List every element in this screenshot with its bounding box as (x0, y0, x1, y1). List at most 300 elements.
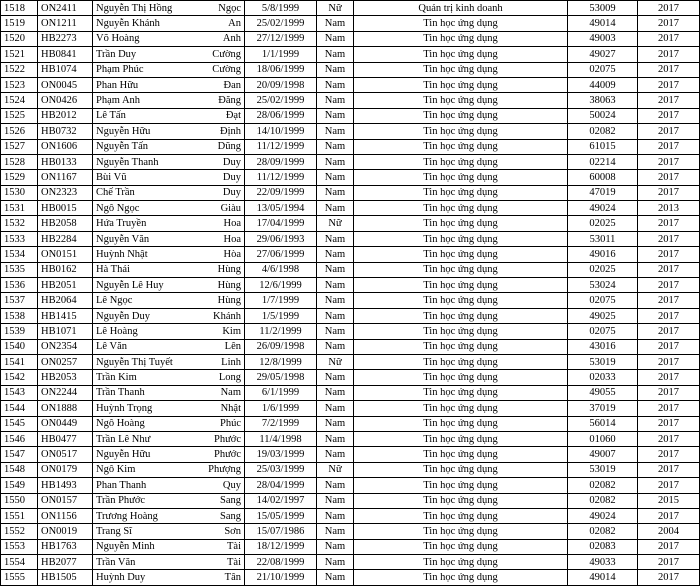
table-row (1, 570, 700, 585)
school-code-cell: 49016 (568, 247, 638, 262)
table-row (1, 462, 700, 477)
student-code-cell: HB2064 (38, 293, 93, 308)
table-row (1, 154, 700, 169)
school-code-cell: 02214 (568, 154, 638, 169)
birth-date-cell: 14/02/1997 (245, 493, 317, 508)
row-number-cell: 1535 (1, 262, 38, 277)
surname-cell: Trần Duy (93, 47, 205, 62)
student-code-cell: HB1415 (38, 308, 93, 323)
school-code-cell: 49033 (568, 555, 638, 570)
year-cell: 2017 (638, 447, 700, 462)
surname-cell: Nguyễn Tấn (93, 139, 205, 154)
student-code-cell: ON2411 (38, 1, 93, 16)
major-cell: Tin học ứng dụng (354, 570, 568, 585)
table-row (1, 62, 700, 77)
given-name-cell: Nhật (205, 401, 245, 416)
row-number-cell: 1555 (1, 570, 38, 585)
year-cell: 2017 (638, 62, 700, 77)
row-number-cell: 1522 (1, 62, 38, 77)
student-code-cell: HB1763 (38, 539, 93, 554)
gender-cell: Nam (317, 324, 354, 339)
given-name-cell: Sang (205, 493, 245, 508)
major-cell: Tin học ứng dụng (354, 478, 568, 493)
surname-cell: Lê Ngọc (93, 293, 205, 308)
gender-cell: Nam (317, 339, 354, 354)
year-cell: 2017 (638, 293, 700, 308)
gender-cell: Nam (317, 539, 354, 554)
school-code-cell: 02082 (568, 478, 638, 493)
major-cell: Tin học ứng dụng (354, 416, 568, 431)
surname-cell: Trương Hoàng (93, 508, 205, 523)
major-cell: Tin học ứng dụng (354, 308, 568, 323)
school-code-cell: 43016 (568, 339, 638, 354)
year-cell: 2017 (638, 324, 700, 339)
year-cell: 2017 (638, 93, 700, 108)
major-cell: Tin học ứng dụng (354, 62, 568, 77)
major-cell: Tin học ứng dụng (354, 216, 568, 231)
row-number-cell: 1525 (1, 108, 38, 123)
major-cell: Tin học ứng dụng (354, 231, 568, 246)
surname-cell: Lê Văn (93, 339, 205, 354)
school-code-cell: 49014 (568, 570, 638, 585)
given-name-cell: Đạt (205, 108, 245, 123)
given-name-cell: Tân (205, 570, 245, 585)
given-name-cell: Hòa (205, 247, 245, 262)
birth-date-cell: 22/08/1999 (245, 555, 317, 570)
student-code-cell: HB2077 (38, 555, 93, 570)
gender-cell: Nữ (317, 354, 354, 369)
birth-date-cell: 15/05/1999 (245, 508, 317, 523)
birth-date-cell: 17/04/1999 (245, 216, 317, 231)
table-row (1, 201, 700, 216)
surname-cell: Trần Kim (93, 370, 205, 385)
gender-cell: Nam (317, 31, 354, 46)
surname-cell: Hà Thái (93, 262, 205, 277)
given-name-cell: Tài (205, 555, 245, 570)
year-cell: 2017 (638, 370, 700, 385)
surname-cell: Nguyễn Lê Huy (93, 278, 205, 293)
school-code-cell: 50024 (568, 108, 638, 123)
major-cell: Tin học ứng dụng (354, 462, 568, 477)
year-cell: 2017 (638, 216, 700, 231)
given-name-cell: Tài (205, 539, 245, 554)
gender-cell: Nam (317, 308, 354, 323)
school-code-cell: 37019 (568, 401, 638, 416)
gender-cell: Nam (317, 77, 354, 92)
school-code-cell: 47019 (568, 185, 638, 200)
major-cell: Tin học ứng dụng (354, 524, 568, 539)
birth-date-cell: 27/06/1999 (245, 247, 317, 262)
student-code-cell: HB2053 (38, 370, 93, 385)
year-cell: 2017 (638, 31, 700, 46)
school-code-cell: 44009 (568, 77, 638, 92)
row-number-cell: 1553 (1, 539, 38, 554)
surname-cell: Phan Hữu (93, 77, 205, 92)
given-name-cell: Phước (205, 431, 245, 446)
school-code-cell: 49024 (568, 508, 638, 523)
major-cell: Tin học ứng dụng (354, 339, 568, 354)
school-code-cell: 53024 (568, 278, 638, 293)
student-code-cell: ON0426 (38, 93, 93, 108)
student-code-cell: ON1606 (38, 139, 93, 154)
row-number-cell: 1552 (1, 524, 38, 539)
table-row (1, 139, 700, 154)
school-code-cell: 49027 (568, 47, 638, 62)
gender-cell: Nam (317, 385, 354, 400)
student-code-cell: HB1074 (38, 62, 93, 77)
school-code-cell: 49007 (568, 447, 638, 462)
table-row (1, 231, 700, 246)
major-cell: Tin học ứng dụng (354, 77, 568, 92)
year-cell: 2017 (638, 478, 700, 493)
birth-date-cell: 1/7/1999 (245, 293, 317, 308)
gender-cell: Nam (317, 139, 354, 154)
given-name-cell: Đăng (205, 93, 245, 108)
birth-date-cell: 22/09/1999 (245, 185, 317, 200)
gender-cell: Nữ (317, 1, 354, 16)
given-name-cell: Quy (205, 478, 245, 493)
gender-cell: Nam (317, 201, 354, 216)
birth-date-cell: 25/02/1999 (245, 93, 317, 108)
year-cell: 2017 (638, 431, 700, 446)
row-number-cell: 1538 (1, 308, 38, 323)
school-code-cell: 02075 (568, 324, 638, 339)
major-cell: Tin học ứng dụng (354, 262, 568, 277)
school-code-cell: 02075 (568, 293, 638, 308)
gender-cell: Nam (317, 431, 354, 446)
student-code-cell: ON1211 (38, 16, 93, 31)
student-code-cell: ON2323 (38, 185, 93, 200)
student-code-cell: HB2051 (38, 278, 93, 293)
major-cell: Tin học ứng dụng (354, 293, 568, 308)
given-name-cell: Phúc (205, 416, 245, 431)
birth-date-cell: 25/02/1999 (245, 16, 317, 31)
year-cell: 2017 (638, 154, 700, 169)
row-number-cell: 1534 (1, 247, 38, 262)
table-row (1, 293, 700, 308)
birth-date-cell: 12/6/1999 (245, 278, 317, 293)
birth-date-cell: 28/09/1999 (245, 154, 317, 169)
year-cell: 2017 (638, 570, 700, 585)
gender-cell: Nam (317, 231, 354, 246)
row-number-cell: 1533 (1, 231, 38, 246)
table-row (1, 416, 700, 431)
given-name-cell: Dũng (205, 139, 245, 154)
table-row (1, 401, 700, 416)
school-code-cell: 02025 (568, 216, 638, 231)
table-row (1, 262, 700, 277)
table-row (1, 339, 700, 354)
gender-cell: Nam (317, 555, 354, 570)
birth-date-cell: 18/06/1999 (245, 62, 317, 77)
given-name-cell: Hùng (205, 293, 245, 308)
surname-cell: Hứa Truyền (93, 216, 205, 231)
student-code-cell: HB0015 (38, 201, 93, 216)
major-cell: Tin học ứng dụng (354, 401, 568, 416)
gender-cell: Nam (317, 401, 354, 416)
row-number-cell: 1545 (1, 416, 38, 431)
year-cell: 2017 (638, 139, 700, 154)
row-number-cell: 1519 (1, 16, 38, 31)
birth-date-cell: 20/09/1998 (245, 77, 317, 92)
gender-cell: Nam (317, 124, 354, 139)
row-number-cell: 1543 (1, 385, 38, 400)
gender-cell: Nữ (317, 462, 354, 477)
student-code-cell: ON0179 (38, 462, 93, 477)
gender-cell: Nam (317, 154, 354, 169)
school-code-cell: 02082 (568, 124, 638, 139)
table-row (1, 170, 700, 185)
table-row (1, 385, 700, 400)
gender-cell: Nam (317, 247, 354, 262)
surname-cell: Trang Sĩ (93, 524, 205, 539)
surname-cell: Nguyễn Minh (93, 539, 205, 554)
birth-date-cell: 12/8/1999 (245, 354, 317, 369)
student-code-cell: HB2012 (38, 108, 93, 123)
major-cell: Tin học ứng dụng (354, 447, 568, 462)
birth-date-cell: 11/2/1999 (245, 324, 317, 339)
student-code-cell: HB0477 (38, 431, 93, 446)
surname-cell: Phạm Phúc (93, 62, 205, 77)
student-code-cell: ON0045 (38, 77, 93, 92)
year-cell: 2017 (638, 108, 700, 123)
table-row (1, 31, 700, 46)
gender-cell: Nam (317, 93, 354, 108)
year-cell: 2017 (638, 462, 700, 477)
table-row (1, 324, 700, 339)
student-code-cell: HB0732 (38, 124, 93, 139)
major-cell: Tin học ứng dụng (354, 93, 568, 108)
given-name-cell: Nam (205, 385, 245, 400)
school-code-cell: 02025 (568, 262, 638, 277)
gender-cell: Nam (317, 16, 354, 31)
row-number-cell: 1541 (1, 354, 38, 369)
row-number-cell: 1536 (1, 278, 38, 293)
school-code-cell: 49024 (568, 201, 638, 216)
surname-cell: Võ Hoàng (93, 31, 205, 46)
year-cell: 2017 (638, 47, 700, 62)
year-cell: 2017 (638, 416, 700, 431)
surname-cell: Ngô Hoàng (93, 416, 205, 431)
row-number-cell: 1521 (1, 47, 38, 62)
student-code-cell: HB2273 (38, 31, 93, 46)
birth-date-cell: 5/8/1999 (245, 1, 317, 16)
table-row (1, 185, 700, 200)
major-cell: Tin học ứng dụng (354, 139, 568, 154)
given-name-cell: Phượng (205, 462, 245, 477)
major-cell: Tin học ứng dụng (354, 201, 568, 216)
major-cell: Tin học ứng dụng (354, 47, 568, 62)
major-cell: Tin học ứng dụng (354, 154, 568, 169)
birth-date-cell: 1/1/1999 (245, 47, 317, 62)
row-number-cell: 1527 (1, 139, 38, 154)
birth-date-cell: 27/12/1999 (245, 31, 317, 46)
surname-cell: Ngô Kim (93, 462, 205, 477)
birth-date-cell: 14/10/1999 (245, 124, 317, 139)
table-row (1, 354, 700, 369)
birth-date-cell: 21/10/1999 (245, 570, 317, 585)
row-number-cell: 1532 (1, 216, 38, 231)
school-code-cell: 49003 (568, 31, 638, 46)
surname-cell: Huỳnh Duy (93, 570, 205, 585)
major-cell: Tin học ứng dụng (354, 108, 568, 123)
row-number-cell: 1524 (1, 93, 38, 108)
student-code-cell: ON1156 (38, 508, 93, 523)
table-row (1, 524, 700, 539)
school-code-cell: 53019 (568, 462, 638, 477)
school-code-cell: 02033 (568, 370, 638, 385)
major-cell: Tin học ứng dụng (354, 508, 568, 523)
given-name-cell: Kim (205, 324, 245, 339)
row-number-cell: 1540 (1, 339, 38, 354)
student-code-cell: ON0517 (38, 447, 93, 462)
surname-cell: Trần Phước (93, 493, 205, 508)
row-number-cell: 1550 (1, 493, 38, 508)
major-cell: Tin học ứng dụng (354, 278, 568, 293)
major-cell: Tin học ứng dụng (354, 370, 568, 385)
year-cell: 2017 (638, 354, 700, 369)
gender-cell: Nam (317, 447, 354, 462)
table-row (1, 278, 700, 293)
school-code-cell: 60008 (568, 170, 638, 185)
birth-date-cell: 11/4/1998 (245, 431, 317, 446)
major-cell: Tin học ứng dụng (354, 31, 568, 46)
school-code-cell: 53009 (568, 1, 638, 16)
major-cell: Tin học ứng dụng (354, 493, 568, 508)
student-code-cell: ON1167 (38, 170, 93, 185)
year-cell: 2017 (638, 1, 700, 16)
student-code-cell: HB1493 (38, 478, 93, 493)
row-number-cell: 1546 (1, 431, 38, 446)
major-cell: Tin học ứng dụng (354, 16, 568, 31)
table-row (1, 478, 700, 493)
school-code-cell: 53019 (568, 354, 638, 369)
surname-cell: Lê Tấn (93, 108, 205, 123)
year-cell: 2017 (638, 555, 700, 570)
surname-cell: Nguyễn Duy (93, 308, 205, 323)
birth-date-cell: 11/12/1999 (245, 170, 317, 185)
row-number-cell: 1523 (1, 77, 38, 92)
year-cell: 2017 (638, 385, 700, 400)
row-number-cell: 1544 (1, 401, 38, 416)
birth-date-cell: 7/2/1999 (245, 416, 317, 431)
surname-cell: Ngô Ngọc (93, 201, 205, 216)
student-code-cell: ON0151 (38, 247, 93, 262)
major-cell: Tin học ứng dụng (354, 555, 568, 570)
row-number-cell: 1530 (1, 185, 38, 200)
given-name-cell: Hùng (205, 278, 245, 293)
given-name-cell: Anh (205, 31, 245, 46)
major-cell: Tin học ứng dụng (354, 247, 568, 262)
table-row (1, 216, 700, 231)
gender-cell: Nam (317, 278, 354, 293)
major-cell: Tin học ứng dụng (354, 354, 568, 369)
year-cell: 2017 (638, 247, 700, 262)
major-cell: Tin học ứng dụng (354, 185, 568, 200)
student-code-cell: ON0449 (38, 416, 93, 431)
school-code-cell: 53011 (568, 231, 638, 246)
school-code-cell: 56014 (568, 416, 638, 431)
given-name-cell: Duy (205, 170, 245, 185)
student-code-cell: ON2354 (38, 339, 93, 354)
birth-date-cell: 28/04/1999 (245, 478, 317, 493)
row-number-cell: 1551 (1, 508, 38, 523)
given-name-cell: Sơn (205, 524, 245, 539)
gender-cell: Nam (317, 524, 354, 539)
given-name-cell: Long (205, 370, 245, 385)
given-name-cell: Lên (205, 339, 245, 354)
given-name-cell: Hoa (205, 231, 245, 246)
school-code-cell: 49055 (568, 385, 638, 400)
gender-cell: Nam (317, 185, 354, 200)
table-body (1, 1, 700, 586)
school-code-cell: 01060 (568, 431, 638, 446)
year-cell: 2017 (638, 508, 700, 523)
table-row (1, 539, 700, 554)
birth-date-cell: 18/12/1999 (245, 539, 317, 554)
row-number-cell: 1537 (1, 293, 38, 308)
row-number-cell: 1548 (1, 462, 38, 477)
gender-cell: Nam (317, 62, 354, 77)
birth-date-cell: 28/06/1999 (245, 108, 317, 123)
gender-cell: Nam (317, 293, 354, 308)
given-name-cell: Hùng (205, 262, 245, 277)
surname-cell: Lê Hoàng (93, 324, 205, 339)
student-code-cell: ON2244 (38, 385, 93, 400)
year-cell: 2017 (638, 308, 700, 323)
birth-date-cell: 6/1/1999 (245, 385, 317, 400)
birth-date-cell: 26/09/1998 (245, 339, 317, 354)
major-cell: Tin học ứng dụng (354, 385, 568, 400)
row-number-cell: 1518 (1, 1, 38, 16)
surname-cell: Huỳnh Trọng (93, 401, 205, 416)
surname-cell: Trần Văn (93, 555, 205, 570)
birth-date-cell: 19/03/1999 (245, 447, 317, 462)
given-name-cell: Hoa (205, 216, 245, 231)
given-name-cell: Cường (205, 62, 245, 77)
row-number-cell: 1547 (1, 447, 38, 462)
surname-cell: Nguyễn Hữu (93, 447, 205, 462)
given-name-cell: Giàu (205, 201, 245, 216)
school-code-cell: 49025 (568, 308, 638, 323)
year-cell: 2017 (638, 124, 700, 139)
row-number-cell: 1529 (1, 170, 38, 185)
surname-cell: Nguyễn Thanh (93, 154, 205, 169)
given-name-cell: An (205, 16, 245, 31)
year-cell: 2017 (638, 401, 700, 416)
row-number-cell: 1526 (1, 124, 38, 139)
student-code-cell: ON1888 (38, 401, 93, 416)
birth-date-cell: 29/06/1993 (245, 231, 317, 246)
table-row (1, 508, 700, 523)
given-name-cell: Ngọc (205, 1, 245, 16)
major-cell: Tin học ứng dụng (354, 539, 568, 554)
year-cell: 2017 (638, 539, 700, 554)
gender-cell: Nam (317, 570, 354, 585)
gender-cell: Nam (317, 508, 354, 523)
major-cell: Tin học ứng dụng (354, 431, 568, 446)
table-row (1, 108, 700, 123)
table-row (1, 47, 700, 62)
year-cell: 2017 (638, 278, 700, 293)
given-name-cell: Sang (205, 508, 245, 523)
major-cell: Tin học ứng dụng (354, 124, 568, 139)
given-name-cell: Duy (205, 185, 245, 200)
surname-cell: Phan Thanh (93, 478, 205, 493)
student-code-cell: HB1505 (38, 570, 93, 585)
year-cell: 2017 (638, 231, 700, 246)
major-cell: Tin học ứng dụng (354, 170, 568, 185)
